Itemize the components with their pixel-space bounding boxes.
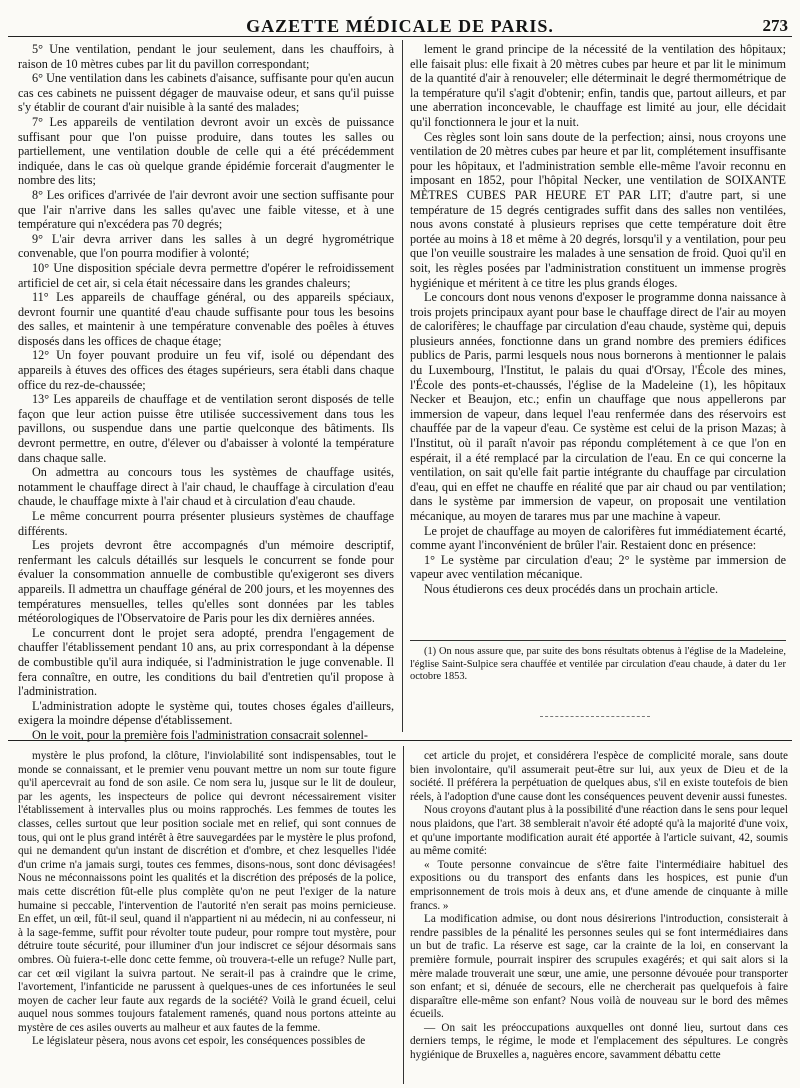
paragraph: Le concurrent dont le projet sera adopté, prendra l'engagement de chauffer l'établissement pendant 10 ans, au prix correspondant à la dépense de combustible qu'il aura indiquée, si l'administration le juge convenable. Il fera connaître, en outre, les conditions du bail d'entretien qu'il propose à l'administration. [18,625,394,699]
column-divider [402,40,403,732]
footnote [410,646,786,706]
bottom-right-column [410,750,788,1084]
paragraph: Ces règles sont loin sans doute de la perfection; ainsi, nous croyons une ventilation de 20 mètres cubes par heure et par lit, complétement insuffisante pour les hôpitaux, et l'administration semble elle-même l'avoir reconnu en imposant en 1852, pour l'hôpital Necker, une ventilation de SOIXANTE MÈTRES CUBES PAR HEURE ET PAR LIT; d'autre part, si une température de 15 degrés centigrades suffit dans des salles non ventilées, nous avons constaté à plusieurs reprises que cette température doit être portée au moins à 18 et même à 20 degrés, lorsqu'il y a ventilation, pour peu que l'on veuille soustraire les malades à une sensation de froid. Quoi qu'il en soit, les règles posées par l'administration constituent un immense progrès hygiénique et méritent à ce titre les plus grands éloges. [410,129,786,290]
column-divider [403,746,404,1084]
paragraph: On le voit, pour la première fois l'administration consacrait solennel- [32,727,368,742]
paragraph: 13° Les appareils de chauffage et de ventilation seront disposés de telle façon que leur action puisse être utilisée successivement dans tous les pavillons, ou suspendue dans une partie quelconque des bâtiments. Ils devront permettre, en outre, d'élever ou d'abaisser à volonté la température dans chaque salle. [18,392,394,465]
paragraph: — On sait les préoccupations auxquelles ont donné lieu, surtout dans ces derniers temps, le régime, le mode et l'emplacement des sépultures. Le congrès hygiénique de Bruxelles a, naguères encore, savamment débattu cette [410,1021,788,1062]
paragraph: Le même concurrent pourra présenter plusieurs systèmes de chauffage différents. [18,509,394,538]
paragraph: Le législateur pèsera, nous avons cet espoir, les conséquences possibles de [32,1035,366,1048]
paragraph: 8° Les orifices d'arrivée de l'air devront avoir une section suffisante pour que l'air n'arrive dans les salles qu'avec une faible vitesse, et à une température qui n'excédera pas 70 degrés; [18,187,394,232]
paragraph: mystère le plus profond, la clôture, l'inviolabilité sont indispensables, tout le monde se connaissant, et le premier venu pouvant mettre un nom sur toute figure qu'il apercevrait au fond de son asile. Ce nom sera lu, jusque sur le lit de douleur, par les agents, les inspecteurs de police qui devront nécessairement visiter l'établissement à intervalles plus ou moins rapprochés. Les femmes de toutes les classes, celles surtout que leur position sociale met en relief, qui sont connues de tous, qui ont le plus grand intérêt à être sauvegardées par le mystère le plus profond, qui ne demandent qu'un instant de discrétion et d'ombre, et chez lesquelles l'idée d'un crime n'a jamais surgi, toutes ces femmes, disons-nous, sont donc dévisagées! Nous ne méconnaissons point les qualités et la discrétion des préposés de la police, mais cette discrétion fût-elle plus complète qu'on ne peut l'exiger de la nature humaine si peccable, l'intervention de l'autorité n'en serait pas moins pernicieuse. En effet, un œil, fût-il seul, quand il n'appartient ni au médecin, ni au confesseur, ni à la sage-femme, suffit pour révolter toute pudeur, pour rompre tout mystère, pour détruire toute sécurité, pour illuminer d'un jour indiscret ce séjour désormais sans ombres. Où fuiera-t-elle donc cette femme, où trouvera-t-elle un refuge? Nulle part, car cet œil vigilant la suivra partout. Ne serait-il pas à craindre que le crime, l'avortement, l'infanticide ne parussent à quelques-unes de ces infortunées le seul moyen de cacher leur faute aux regards de la société? Voilà le grand écueil, celui auquel nous sommes toujours fatalement ramenés, quand nous portons atteinte au mystère de ces asiles ouverts au malheur et aux fautes de la femme. [18,750,396,1034]
paragraph: L'administration adopte le système qui, toutes choses égales d'ailleurs, exigera la moindre dépense d'établissement. [18,698,394,728]
paragraph: 9° L'air devra arriver dans les salles à un degré hygrométrique convenable, que l'on pourra modifier à volonté; [18,231,394,261]
top-left-column [18,42,394,742]
publication-title: GAZETTE MÉDICALE DE PARIS. [246,16,554,36]
paragraph: 11° Les appareils de chauffage général, ou des appareils spéciaux, devront fournir une quantité d'eau chaude suffisante pour tous les besoins des salles, et maintenir à une température convenable des poêles à étuves disposés dans les offices de chaque étage; [18,290,394,348]
paragraph: 10° Une disposition spéciale devra permettre d'opérer le refroidissement artificiel de cet air, si cela était nécessaire dans les grandes chaleurs; [18,260,394,290]
paragraph: 1° Le système par circulation d'eau; 2° le système par immersion de vapeur avec ventilation mécanique. [410,552,786,582]
paragraph: cet article du projet, et considérera l'espèce de complicité morale, sans doute bien involontaire, qu'il assumerait peut-être sur lui, aux yeux de Dieu et de la société. Il préférera la perpétuation de quelques abus, s'il en existe toutefois de bien réels, à l'adoption d'une cause dont les conséquences peuvent devenir aussi funestes. [410,750,788,803]
paragraph: Le projet de chauffage au moyen de calorifères fut immédiatement écarté, comme ayant l'inconvénient de brûler l'air. Restaient donc en présence: [410,523,786,553]
paragraph: Nous croyons d'autant plus à la possibilité d'une réaction dans le sens pour lequel nous plaidons, que l'art. 38 semblerait n'avoir été adopté qu'à la majorité d'une voix, et qu'une importante modification aurait été apportée à l'article suivant, 42, soumis au même comité: [410,804,788,858]
paragraph: On admettra au concours tous les systèmes de chauffage usités, notamment le chauffage direct à l'air chaud, le chauffage à circulation d'eau chaude, le chauffage mixte à l'air chaud et à circulation d'eau chaude. [18,465,394,509]
paragraph: 6° Une ventilation dans les cabinets d'aisance, suffisante pour qu'en aucun cas ces cabinets ne puissent dégager de mauvaise odeur, et sans qu'il puisse s'y établir de courant d'air nuisible à la santé des malades; [18,71,394,115]
paragraph: Le concours dont nous venons d'exposer le programme donna naissance à trois projets principaux ayant pour base le chauffage direct de l'air au moyen de calorifères; le chauffage par circulation d'eau chaude, système qui, depuis plusieurs années, fonctionne dans un grand nombre des premiers édifices publics de Paris, parmi lesquels nous nous bornerons à mentionner le palais du Luxembourg, l'Institut, le palais du quai d'Orsay, l'École des mines, l'École des ponts-et-chaussés, l'église de la Madeleine (1), les hôpitaux Necker et Beaujon, etc.; enfin un chauffage que nous appellerons par immersion de vapeur, dans lequel l'eau renfermée dans des réservoirs est chauffée par de la vapeur d'eau. Ce système est celui de la prison Mazas; à l'Institut, où il paraît n'avoir pas répondu complétement à ce que l'on en espérait, il a été remplacé par la circulation de l'eau. En ce qui concerne la ventilation, on sait qu'elle fait partie intégrante du chauffage par circulation d'eau, qui en effet ne chauffe en réalité que par air chaud ou par ventilation; dans le système par immersion de vapeur, on proposait une ventilation mécanique, au moyen de tarares mus par une machine à vapeur. [410,290,786,523]
paragraph: 12° Un foyer pouvant produire un feu vif, isolé ou dépendant des appareils à étuves des offices des étages supérieurs, sera établi dans chaque office du rez-de-chaussée; [18,348,394,392]
top-right-column [410,42,786,634]
paragraph: lement le grand principe de la nécessité de la ventilation des hôpitaux; elle faisait plus: elle fixait à 20 mètres cubes par heure et par lit le minimum de la quantité d'air à renouveler; elle déterminait le degré thermométrique de la température qu'il s'agit d'obtenir; enfin, tandis que, partout ailleurs, et par une aberration inconcevable, le chauffage est limité au jour, elle décidait qu'il fonctionnera le jour et la nuit. [410,42,786,129]
page-header [8,4,792,37]
section-divider [8,740,792,741]
section-end-rule [540,716,650,717]
paragraph: Nous étudierons ces deux procédés dans un prochain article. [424,581,719,596]
paragraph: La modification admise, ou dont nous désirerions l'introduction, consisterait à rendre passibles de la pénalité les personnes seules qui se font intermédiaires dans un but de trafic. La réserve est sage, car la crainte de la loi, en conservant la première formule, pourrait inspirer des scrupules exagérés; et qui sait alors si la mère malade trouverait une sœur, une amie, une personne dévouée pour transporter son enfant; et si, dénuée de secours, elle ne chercherait pas quelquefois à faire disparaître elle-même son enfant? Nous voilà de nouveau sur le bord des mêmes écueils. [410,913,788,1021]
footnote-rule [410,640,786,641]
page-number: 273 [762,16,788,35]
footnote-text: (1) On nous assure que, par suite des bons résultats obtenus à l'église de la Madeleine, l'église Saint-Sulpice sera chauffée et ventilée par circulation d'eau chaude, à dater du 1er octobre 1853. [410,646,786,683]
paragraph: Les projets devront être accompagnés d'un mémoire descriptif, renfermant les calculs détaillés sur lesquels le concurrent se fonde pour évaluer la consommation annuelle de combustible qu'exigeront ses divers appareils. Il admettra un chauffage général de 200 jours, et les moyennes des températures mensuelles, telles qu'elles sont données par les tables météorologiques de l'Observatoire de Paris pour les dix dernières années. [18,538,394,626]
paragraph: 5° Une ventilation, pendant le jour seulement, dans les chauffoirs, à raison de 10 mètres cubes par lit du pavillon correspondant; [18,42,394,71]
paragraph: 7° Les appareils de ventilation devront avoir un excès de puissance suffisant pour que l'on puisse produire, dans toutes les salles ou partiellement, une ventilation double de celle qui a été précédemment indiquée, dans le cas où quelque grande épidémie forcerait d'augmenter le nombre des lits; [18,114,394,188]
paragraph: « Toute personne convaincue de s'être faite l'intermédiaire habituel des expositions ou du transport des enfants dans les hospices, est punie d'un emprisonnement de trois mois à deux ans, et d'une amende de cinquante à mille francs. » [410,858,788,912]
bottom-left-column [18,750,396,1084]
